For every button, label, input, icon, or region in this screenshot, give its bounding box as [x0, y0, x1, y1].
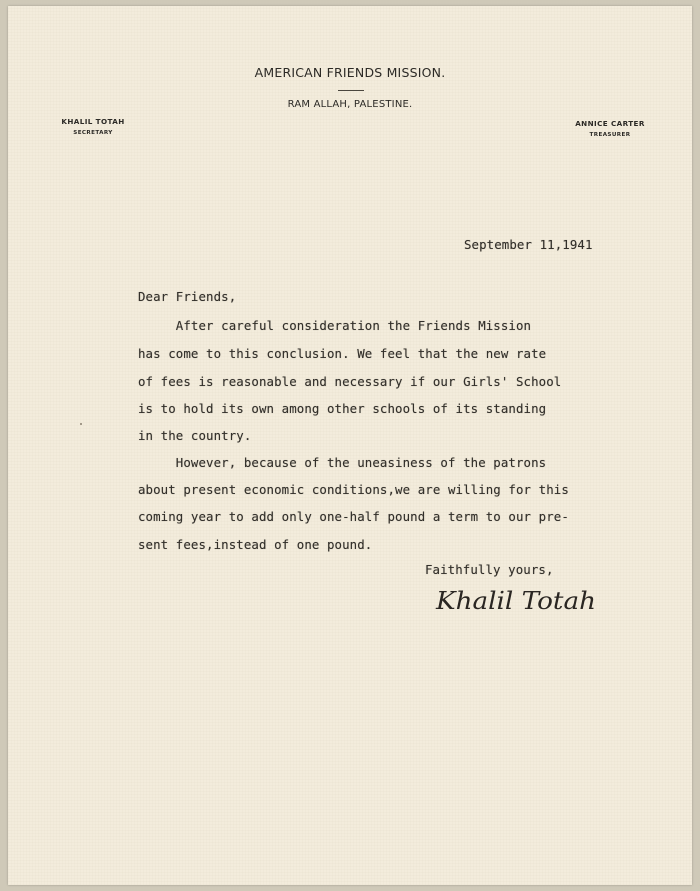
salutation: Dear Friends, [138, 289, 237, 304]
body-line: However, because of the uneasiness of the patrons [138, 455, 547, 470]
body-line: coming year to add only one-half pound a term to our pre- [138, 509, 569, 524]
letterhead-organization: AMERICAN FRIENDS MISSION. [254, 65, 446, 80]
body-line: in the country. [138, 428, 252, 443]
secretary-name: KHALIL TOTAH [61, 117, 125, 126]
letterhead-divider [338, 90, 364, 91]
body-line: has come to this conclusion. We feel that the new rate [138, 346, 547, 361]
paper-speck [80, 423, 82, 425]
secretary-role: SECRETARY [73, 130, 113, 136]
treasurer-name: ANNICE CARTER [575, 119, 645, 128]
letter-date: September 11,1941 [464, 237, 593, 252]
body-line: of fees is reasonable and necessary if our Girls' School [138, 374, 562, 389]
body-line: After careful consideration the Friends Mission [138, 318, 532, 333]
treasurer-block [568, 119, 652, 138]
letterhead-location: RAM ALLAH, PALESTINE. [287, 99, 413, 110]
body-line: sent fees,instead of one pound. [138, 537, 373, 552]
treasurer-role: TREASURER [589, 132, 631, 138]
closing: Faithfully yours, [425, 562, 554, 577]
handwritten-signature [432, 583, 602, 619]
signature-text: Khalil Totah [434, 587, 596, 615]
body-line: about present economic conditions,we are willing for this [138, 482, 569, 497]
secretary-block [56, 117, 130, 136]
signature-drawing [432, 583, 602, 619]
body-line: is to hold its own among other schools of its standing [138, 401, 547, 416]
